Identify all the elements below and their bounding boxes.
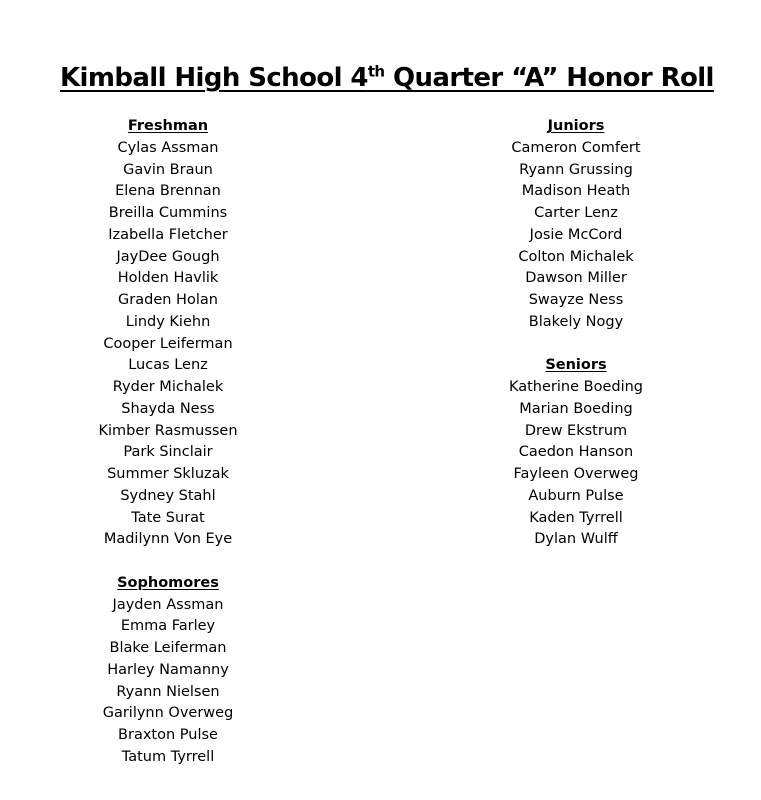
list-item: Katherine Boeding (508, 379, 643, 395)
juniors-section (466, 116, 686, 334)
list-item: Kaden Tyrrell (529, 509, 623, 526)
seniors-list (466, 377, 686, 551)
list-item: Swayze Ness (528, 292, 624, 308)
list-item: Madilynn Von Eye (103, 531, 233, 548)
list-item: Ryder Michalek (112, 379, 224, 395)
list-item: JayDee Gough (116, 248, 220, 265)
list-item: Tate Surat (131, 509, 205, 526)
seniors-section (466, 355, 686, 551)
list-item: Jayden Assman (112, 596, 224, 613)
list-item: Ryann Grussing (519, 161, 633, 178)
list-item: Blake Leiferman (109, 640, 227, 656)
sophomores-list (58, 595, 278, 769)
list-item: Caedon Hanson (518, 444, 634, 461)
list-item: Drew Ekstrum (524, 422, 628, 439)
list-item: Garilynn Overweg (102, 705, 234, 722)
list-item: Emma Farley (120, 618, 216, 635)
list-item: Colton Michalek (518, 248, 634, 265)
left-column (58, 116, 278, 769)
list-item: Gavin Braun (123, 161, 213, 178)
list-item: Blakely Nogy (528, 313, 624, 330)
list-item: Park Sinclair (123, 444, 213, 461)
list-item: Dylan Wulff (534, 531, 618, 548)
list-item: Tatum Tyrrell (121, 748, 215, 765)
title-superscript: th (367, 62, 385, 81)
list-item: Summer Skluzak (107, 466, 229, 482)
list-item: Josie McCord (529, 226, 623, 243)
list-item: Lucas Lenz (128, 357, 208, 374)
section-spacer (466, 334, 686, 356)
section-spacer (58, 551, 278, 573)
list-item: Dawson Miller (525, 270, 627, 287)
freshman-section (58, 116, 278, 551)
list-item: Cylas Assman (117, 139, 219, 156)
list-item: Shayda Ness (121, 400, 215, 417)
sophomores-heading: Sophomores (117, 574, 219, 591)
page-title (60, 58, 714, 98)
title-prefix: Kimball High School 4 (60, 63, 368, 93)
list-item: Cameron Comfert (511, 139, 641, 156)
list-item: Ryann Nielsen (116, 683, 220, 700)
list-item: Sydney Stahl (120, 487, 216, 504)
list-item: Elena Brennan (115, 183, 221, 200)
freshman-list (58, 138, 278, 551)
list-item: Lindy Kiehn (125, 313, 211, 330)
juniors-heading: Juniors (547, 118, 605, 134)
list-item: Holden Havlik (117, 270, 219, 287)
juniors-list (466, 138, 686, 334)
right-column (466, 116, 686, 551)
list-item: Marian Boeding (519, 400, 633, 417)
list-item: Madison Heath (521, 183, 631, 200)
list-item: Harley Namanny (107, 661, 229, 678)
list-item: Fayleen Overweg (513, 466, 639, 482)
list-item: Auburn Pulse (528, 487, 624, 504)
list-item: Cooper Leiferman (103, 335, 233, 352)
sophomores-section (58, 573, 278, 769)
list-item: Graden Holan (118, 292, 218, 308)
list-item: Breilla Cummins (108, 205, 228, 221)
list-item: Izabella Fletcher (108, 226, 228, 243)
list-item: Kimber Rasmussen (98, 422, 238, 439)
title-suffix: Quarter “A” Honor Roll (384, 63, 714, 93)
freshman-heading: Freshman (127, 118, 209, 134)
list-item: Braxton Pulse (118, 727, 218, 743)
list-item: Carter Lenz (534, 205, 618, 221)
seniors-heading: Seniors (545, 357, 607, 374)
